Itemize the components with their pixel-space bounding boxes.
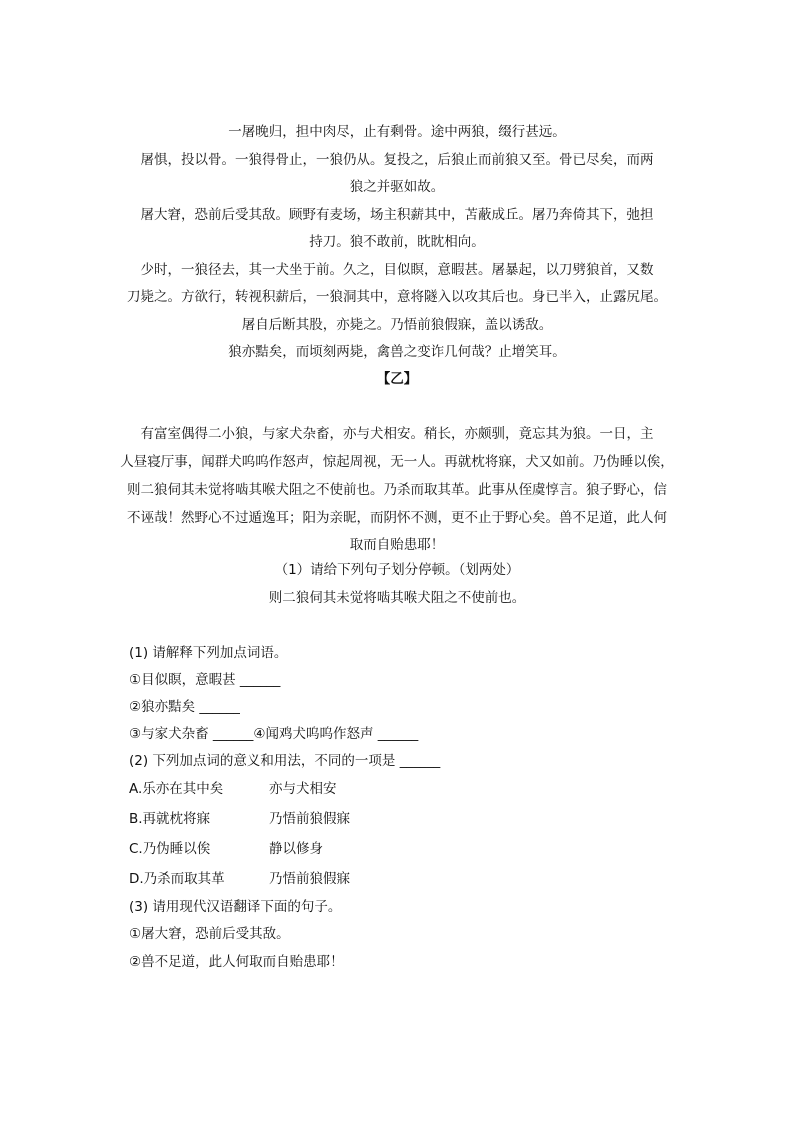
- pause-question-instruction: （1）请给下列句子划分停顿。（划两处）: [274, 562, 520, 578]
- question-1-item: ①目似瞑，意暇甚 ______: [129, 672, 281, 688]
- question-1: (1) 请解释下列加点词语。: [129, 645, 288, 661]
- question-1-item: ③与家犬杂畜 ______④闻鸡犬呜呜作怒声 ______: [129, 726, 419, 742]
- passage-b-line: 取而自贻患耶！: [349, 537, 445, 553]
- passage-b-line: 有富室偶得二小狼，与家犬杂畜，亦与犬相安。稍长，亦颇驯，竟忘其为狼。一日，主: [140, 426, 654, 442]
- passage-a-line: 持刀。狼不敢前，眈眈相向。: [309, 234, 485, 250]
- pause-question-sentence: 则二狼伺其未觉将啮其喉犬阻之不使前也。: [268, 590, 526, 606]
- option-right: 乃悟前狼假寐: [269, 811, 350, 827]
- question-1-item: ②狼亦黠矣 ______: [129, 699, 240, 715]
- passage-b-line: 不诬哉！然野心不过遁逸耳；阳为亲昵，而阴怀不测，更不止于野心矣。兽不足道，此人何: [127, 510, 667, 526]
- passage-a-line: 屠自后断其股，亦毙之。乃悟前狼假寐，盖以诱敌。: [241, 317, 553, 333]
- option-right: 乃悟前狼假寐: [269, 871, 350, 887]
- option-left: B.再就枕将寐: [129, 811, 211, 827]
- passage-a-line: 刀毙之。方欲行，转视积薪后，一狼洞其中，意将隧入以攻其后也。身已半入，止露尻尾。: [127, 289, 667, 305]
- question-3: (3) 请用现代汉语翻译下面的句子。: [129, 899, 342, 915]
- option-left: D.乃杀而取其革: [129, 871, 225, 887]
- passage-a-line: 狼之并驱如故。: [349, 179, 445, 195]
- option-left: A.乐亦在其中矣: [129, 781, 224, 797]
- question-2-option: [129, 779, 337, 799]
- question-3-item: ②兽不足道，此人何取而自贻患耶！: [129, 954, 344, 970]
- question-2-option: [129, 809, 350, 829]
- question-2-option: [129, 839, 323, 859]
- question-2-option: [129, 869, 350, 889]
- passage-b-line: 则二狼伺其未觉将啮其喉犬阻之不使前也。乃杀而取其革。此事从侄虞惇言。狼子野心，信: [127, 482, 667, 498]
- option-right: 亦与犬相安: [269, 781, 337, 797]
- passage-a-line: 屠惧，投以骨。一狼得骨止，一狼仍从。复投之，后狼止而前狼又至。骨已尽矣，而两: [140, 152, 654, 168]
- passage-a-line: 屠大窘，恐前后受其敌。顾野有麦场，场主积薪其中，苫蔽成丘。屠乃奔倚其下，弛担: [140, 207, 654, 223]
- passage-a-line: 一屠晚归，担中肉尽，止有剩骨。途中两狼，缀行甚远。: [228, 124, 566, 140]
- passage-b-line: 人昼寝厅事，闻群犬呜呜作怒声，惊起周视，无一人。再就枕将寐，犬又如前。乃伪睡以俟，: [120, 454, 674, 470]
- option-left: C.乃伪睡以俟: [129, 841, 211, 857]
- question-3-item: ①屠大窘，恐前后受其敌。: [129, 926, 290, 942]
- passage-a-line: 少时，一狼径去，其一犬坐于前。久之，目似瞑，意暇甚。屠暴起，以刀劈狼首，又数: [140, 262, 654, 278]
- question-2: (2) 下列加点词的意义和用法，不同的一项是 ______: [129, 753, 441, 769]
- passage-a-line: 狼亦黠矣，而顷刻两毙，禽兽之变诈几何哉？止增笑耳。: [228, 344, 566, 360]
- option-right: 静以修身: [269, 841, 323, 857]
- section-heading-b: 【乙】: [376, 371, 418, 387]
